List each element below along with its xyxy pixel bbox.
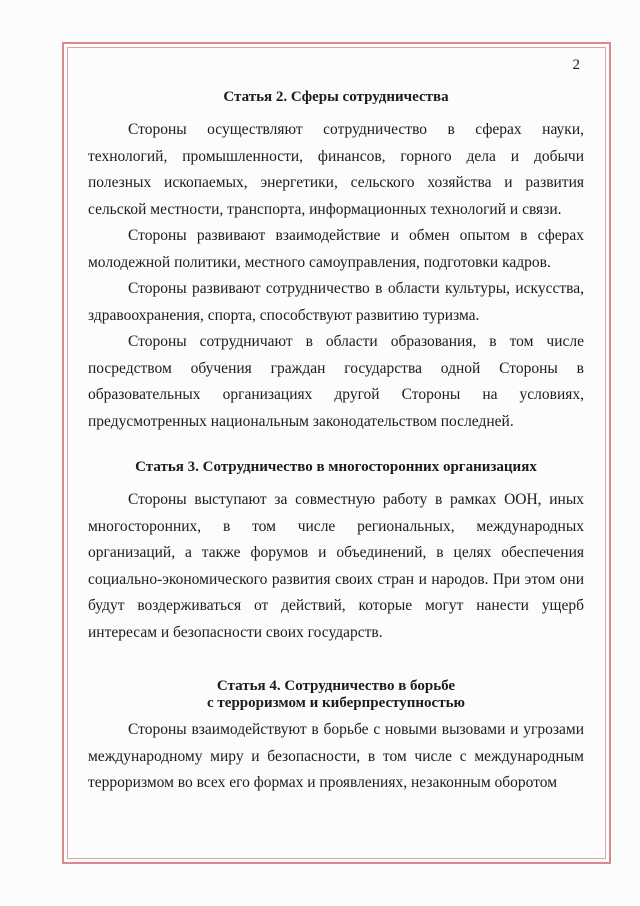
article-2-paragraph: Стороны развивают взаимодействие и обмен опытом в сферах молодежной политики, местного самоуправления, подготовки кадров. xyxy=(88,227,584,271)
article-4-heading-line-2: с терроризмом и киберпреступностью xyxy=(207,695,465,711)
page-number: 2 xyxy=(572,57,580,73)
article-2-paragraph: Стороны осуществляют сотрудничество в сферах науки, технологий, промышленности, финансов, горного дела и добычи полезных ископаемых, энергетики, сельского хозяйства и развития сельской местности, транспорта, информационных технологий и связи. xyxy=(88,121,584,218)
article-3-heading: Статья 3. Сотрудничество в многосторонних организациях xyxy=(135,459,537,475)
article-3-paragraph: Стороны выступают за совместную работу в рамках ООН, иных многосторонних, в том числе региональных, международных организаций, а также форумов и объединений, в целях обеспечения социально-экономического развития своих стран и народов. При этом они будут воздерживаться от действий, которые могут нанести ущерб интересам и безопасности своих государств. xyxy=(88,491,584,641)
article-2-paragraph: Стороны сотрудничают в области образования, в том числе посредством обучения граждан государства одной Стороны в образовательных организациях другой Стороны на условиях, предусмотренных национальным законодательством последней. xyxy=(88,333,584,430)
article-4-heading-line-1: Статья 4. Сотрудничество в борьбе xyxy=(216,678,456,694)
article-2-paragraph: Стороны развивают сотрудничество в области культуры, искусства, здравоохранения, спорта, способствуют развитию туризма. xyxy=(88,280,584,324)
article-4-paragraph: Стороны взаимодействуют в борьбе с новыми вызовами и угрозами международному миру и безопасности, в том числе с международным терроризмом во всех его формах и проявлениях, незаконным оборотом xyxy=(88,721,584,791)
article-2-heading: Статья 2. Сферы сотрудничества xyxy=(223,89,449,105)
